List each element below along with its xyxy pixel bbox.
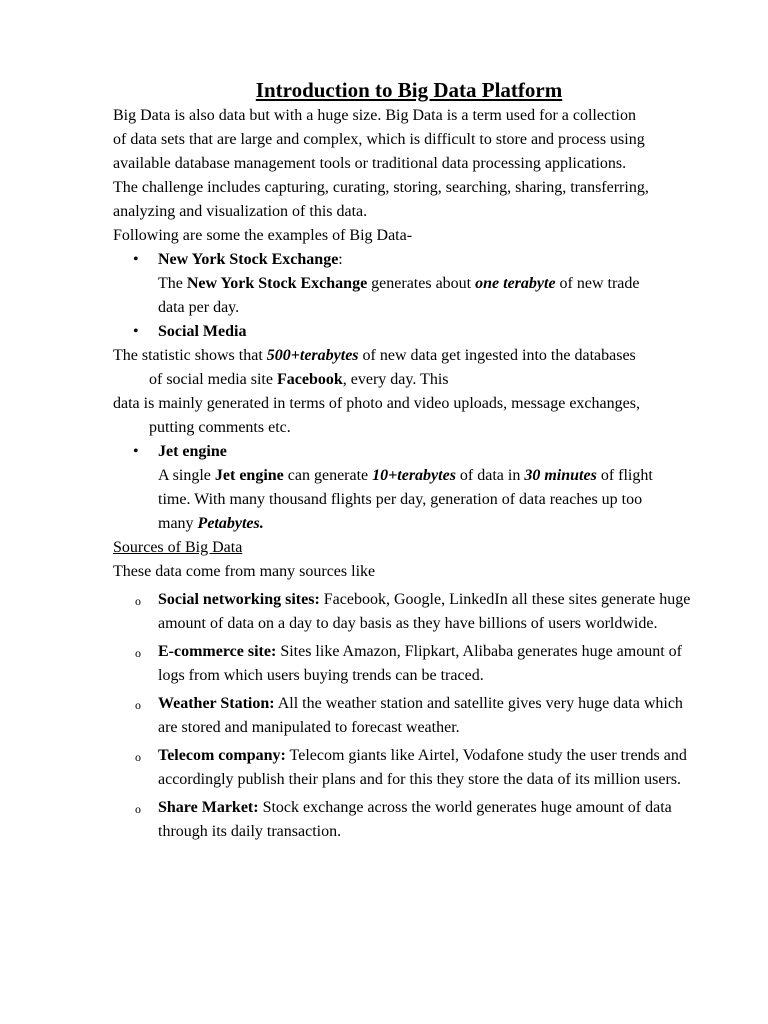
document-page — [113, 76, 705, 848]
social-line-2 — [113, 368, 705, 392]
nyse-text-line2: data per day. — [158, 299, 240, 316]
nyse-text-5: of new trade — [555, 275, 640, 292]
circle-bullet-icon: o — [135, 594, 141, 608]
nyse-text-3: generates about — [367, 275, 476, 292]
jet-text-1: A single — [158, 467, 215, 484]
source-text: All the weather station and satellite gives very huge data which are stored and manipulated to forecast weather. — [158, 695, 683, 736]
social-text-3: of new data get ingested into the databases — [358, 347, 636, 364]
jet-heading: Jet engine — [158, 443, 227, 460]
source-item — [113, 640, 705, 688]
nyse-text-4: one terabyte — [475, 275, 556, 292]
social-line-4: putting comments etc. — [149, 419, 291, 436]
source-label: Social networking sites: — [158, 591, 320, 608]
source-item — [113, 692, 705, 740]
source-label: E-commerce site: — [158, 643, 277, 660]
sources-heading-text: Sources of Big Data — [113, 539, 243, 556]
intro-line: of data sets that are large and complex, which is difficult to store and process using — [113, 131, 645, 148]
intro-line: Big Data is also data but with a huge size. Big Data is a term used for a collection — [113, 107, 636, 124]
jet-text-9: Petabytes. — [197, 515, 264, 532]
source-label: Weather Station: — [158, 695, 275, 712]
jet-text-2: Jet engine — [214, 467, 284, 484]
bullet-icon: • — [133, 251, 139, 268]
intro-line: analyzing and visualization of this data. — [113, 203, 368, 220]
source-text: Facebook, Google, LinkedIn all these sites generate huge amount of data on a day to day basis as they have billions of users worldwide. — [158, 591, 691, 632]
jet-text-line3 — [158, 512, 705, 536]
nyse-text-1: The — [158, 275, 187, 292]
social-text-5: Facebook — [276, 371, 343, 388]
social-text-6: , every day. This — [342, 371, 449, 388]
examples-list — [113, 248, 705, 344]
circle-bullet-icon: o — [135, 698, 141, 712]
sources-heading — [113, 536, 705, 560]
jet-text-6: 30 minutes — [524, 467, 597, 484]
social-line-1 — [113, 344, 705, 368]
circle-bullet-icon: o — [135, 646, 141, 660]
social-text-2: 500+terabytes — [266, 347, 359, 364]
jet-text-line2: time. With many thousand flights per day, generation of data reaches up too — [158, 491, 643, 508]
social-paragraph — [113, 344, 705, 440]
circle-bullet-icon: o — [135, 750, 141, 764]
nyse-text — [158, 272, 705, 296]
source-item — [113, 796, 705, 844]
intro-line: The challenge includes capturing, curating, storing, searching, sharing, transferring, — [113, 179, 649, 196]
source-text: Sites like Amazon, Flipkart, Alibaba generates huge amount of logs from which users buying trends can be traced. — [158, 643, 682, 684]
page-title: Introduction to Big Data Platform — [255, 78, 563, 102]
nyse-heading-colon: : — [338, 251, 343, 268]
circle-bullet-icon: o — [135, 802, 141, 816]
jet-text-3: can generate — [283, 467, 373, 484]
sources-list — [113, 588, 705, 844]
intro-line: available database management tools or traditional data processing applications. — [113, 155, 627, 172]
sources-intro: These data come from many sources like — [113, 563, 376, 580]
jet-text-4: 10+terabytes — [372, 467, 456, 484]
nyse-text-2: New York Stock Exchange — [186, 275, 368, 292]
source-item — [113, 744, 705, 792]
jet-text-7: of flight — [596, 467, 653, 484]
list-item-social — [113, 320, 705, 344]
list-item-jet — [113, 440, 705, 536]
intro-paragraph — [113, 104, 705, 224]
bullet-icon: • — [133, 323, 139, 340]
jet-text-8: many — [158, 515, 198, 532]
jet-text-5: of data in — [455, 467, 525, 484]
jet-text — [158, 464, 705, 488]
source-item — [113, 588, 705, 636]
source-text: Telecom giants like Airtel, Vodafone study the user trends and accordingly publish their plans and for this they store the data of its million users. — [158, 747, 687, 788]
social-text-4: of social media site — [149, 371, 277, 388]
source-text: Stock exchange across the world generates huge amount of data through its daily transaction. — [158, 799, 672, 840]
social-text-1: The statistic shows that — [113, 347, 267, 364]
examples-list-continued — [113, 440, 705, 536]
nyse-heading: New York Stock Exchange — [158, 251, 339, 268]
social-line-3: data is mainly generated in terms of photo and video uploads, message exchanges, — [113, 395, 640, 412]
source-label: Telecom company: — [158, 747, 286, 764]
examples-intro: Following are some the examples of Big Data- — [113, 227, 413, 244]
bullet-icon: • — [133, 443, 139, 460]
source-label: Share Market: — [158, 799, 259, 816]
list-item-nyse — [113, 248, 705, 320]
social-heading: Social Media — [158, 323, 247, 340]
